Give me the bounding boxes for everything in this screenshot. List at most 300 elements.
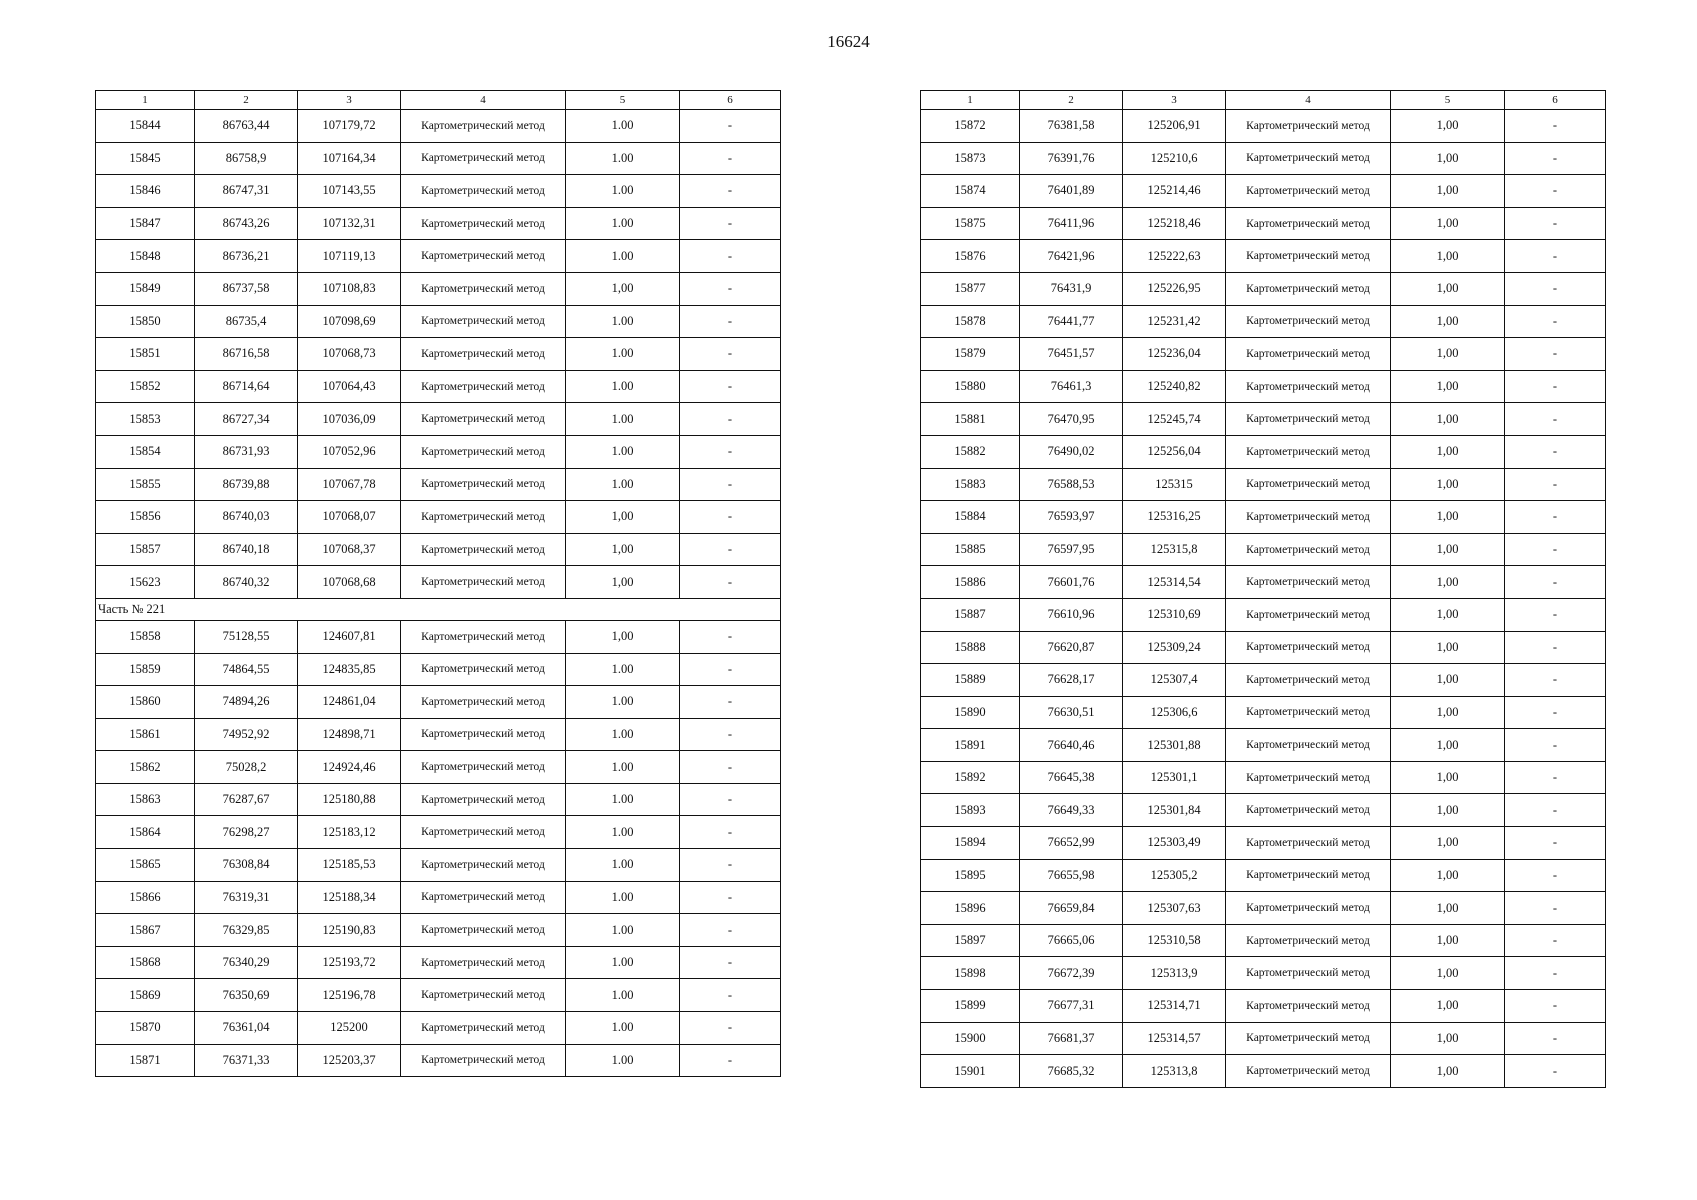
y-coordinate-cell: 125305,2 (1123, 859, 1226, 892)
y-coordinate-cell: 125193,72 (298, 946, 401, 979)
table-row (921, 468, 1606, 501)
error-cell: 1,00 (1391, 435, 1505, 468)
point-number-cell: 15892 (921, 761, 1020, 794)
y-coordinate-cell: 125210,6 (1123, 142, 1226, 175)
method-cell: Картометрический метод (401, 718, 566, 751)
table-row (921, 990, 1606, 1023)
error-cell: 1.00 (566, 403, 680, 436)
y-coordinate-cell: 125309,24 (1123, 631, 1226, 664)
table-row (96, 468, 781, 501)
y-coordinate-cell: 107098,69 (298, 305, 401, 338)
error-cell: 1.00 (566, 1012, 680, 1045)
method-cell: Картометрический метод (1226, 990, 1391, 1023)
x-coordinate-cell: 86763,44 (195, 110, 298, 143)
y-coordinate-cell: 107052,96 (298, 435, 401, 468)
point-number-cell: 15895 (921, 859, 1020, 892)
error-cell: 1,00 (1391, 501, 1505, 534)
x-coordinate-cell: 86727,34 (195, 403, 298, 436)
x-coordinate-cell: 76672,39 (1020, 957, 1123, 990)
x-coordinate-cell: 76401,89 (1020, 175, 1123, 208)
point-number-cell: 15897 (921, 924, 1020, 957)
point-number-cell: 15855 (96, 468, 195, 501)
method-cell: Картометрический метод (401, 946, 566, 979)
error-cell: 1.00 (566, 979, 680, 1012)
column-header-4: 4 (1226, 91, 1391, 110)
method-cell: Картометрический метод (401, 881, 566, 914)
method-cell: Картометрический метод (401, 1044, 566, 1077)
y-coordinate-cell: 125183,12 (298, 816, 401, 849)
table-row (96, 142, 781, 175)
error-cell: 1,00 (566, 272, 680, 305)
error-cell: 1,00 (1391, 272, 1505, 305)
method-cell: Картометрический метод (401, 686, 566, 719)
method-cell: Картометрический метод (1226, 794, 1391, 827)
point-number-cell: 15879 (921, 338, 1020, 371)
point-number-cell: 15867 (96, 914, 195, 947)
x-coordinate-cell: 76588,53 (1020, 468, 1123, 501)
method-cell: Картометрический метод (1226, 272, 1391, 305)
y-coordinate-cell: 125226,95 (1123, 272, 1226, 305)
point-number-cell: 15851 (96, 338, 195, 371)
error-cell: 1,00 (1391, 468, 1505, 501)
y-coordinate-cell: 107068,37 (298, 533, 401, 566)
error-cell: 1.00 (566, 305, 680, 338)
error-cell: 1,00 (1391, 761, 1505, 794)
error-cell: 1.00 (566, 370, 680, 403)
table-row (921, 305, 1606, 338)
error-cell: 1,00 (1391, 1022, 1505, 1055)
note-cell: - (680, 175, 781, 208)
table-row (96, 207, 781, 240)
x-coordinate-cell: 86737,58 (195, 272, 298, 305)
point-number-cell: 15888 (921, 631, 1020, 664)
point-number-cell: 15896 (921, 892, 1020, 925)
error-cell: 1.00 (566, 435, 680, 468)
note-cell: - (680, 783, 781, 816)
y-coordinate-cell: 125316,25 (1123, 501, 1226, 534)
column-header-5: 5 (1391, 91, 1505, 110)
note-cell: - (1505, 533, 1606, 566)
y-coordinate-cell: 125190,83 (298, 914, 401, 947)
y-coordinate-cell: 125231,42 (1123, 305, 1226, 338)
method-cell: Картометрический метод (1226, 566, 1391, 599)
note-cell: - (1505, 729, 1606, 762)
point-number-cell: 15884 (921, 501, 1020, 534)
note-cell: - (680, 686, 781, 719)
y-coordinate-cell: 107108,83 (298, 272, 401, 305)
method-cell: Картометрический метод (1226, 110, 1391, 143)
note-cell: - (1505, 370, 1606, 403)
note-cell: - (680, 403, 781, 436)
method-cell: Картометрический метод (401, 533, 566, 566)
x-coordinate-cell: 76340,29 (195, 946, 298, 979)
x-coordinate-cell: 76308,84 (195, 849, 298, 882)
point-number-cell: 15889 (921, 664, 1020, 697)
x-coordinate-cell: 86739,88 (195, 468, 298, 501)
x-coordinate-cell: 86747,31 (195, 175, 298, 208)
note-cell: - (1505, 240, 1606, 273)
y-coordinate-cell: 125185,53 (298, 849, 401, 882)
y-coordinate-cell: 125206,91 (1123, 110, 1226, 143)
method-cell: Картометрический метод (1226, 468, 1391, 501)
note-cell: - (680, 1044, 781, 1077)
error-cell: 1.00 (566, 175, 680, 208)
x-coordinate-cell: 76601,76 (1020, 566, 1123, 599)
x-coordinate-cell: 76421,96 (1020, 240, 1123, 273)
point-number-cell: 15872 (921, 110, 1020, 143)
error-cell: 1,00 (1391, 729, 1505, 762)
note-cell: - (680, 272, 781, 305)
x-coordinate-cell: 76431,9 (1020, 272, 1123, 305)
point-number-cell: 15853 (96, 403, 195, 436)
y-coordinate-cell: 125301,84 (1123, 794, 1226, 827)
table-row (96, 686, 781, 719)
note-cell: - (1505, 957, 1606, 990)
y-coordinate-cell: 107068,68 (298, 566, 401, 599)
x-coordinate-cell: 74894,26 (195, 686, 298, 719)
error-cell: 1,00 (566, 620, 680, 653)
y-coordinate-cell: 125314,71 (1123, 990, 1226, 1023)
x-coordinate-cell: 76652,99 (1020, 827, 1123, 860)
column-header-1: 1 (921, 91, 1020, 110)
note-cell: - (1505, 598, 1606, 631)
error-cell: 1.00 (566, 207, 680, 240)
method-cell: Картометрический метод (401, 783, 566, 816)
point-number-cell: 15862 (96, 751, 195, 784)
column-header-2: 2 (1020, 91, 1123, 110)
table-row (921, 142, 1606, 175)
y-coordinate-cell: 125245,74 (1123, 403, 1226, 436)
note-cell: - (1505, 305, 1606, 338)
x-coordinate-cell: 76287,67 (195, 783, 298, 816)
method-cell: Картометрический метод (401, 751, 566, 784)
point-number-cell: 15856 (96, 501, 195, 534)
y-coordinate-cell: 125214,46 (1123, 175, 1226, 208)
point-number-cell: 15854 (96, 435, 195, 468)
column-header-6: 6 (1505, 91, 1606, 110)
table-row (921, 957, 1606, 990)
note-cell: - (1505, 435, 1606, 468)
method-cell: Картометрический метод (401, 142, 566, 175)
note-cell: - (680, 1012, 781, 1045)
error-cell: 1,00 (1391, 827, 1505, 860)
point-number-cell: 15864 (96, 816, 195, 849)
x-coordinate-cell: 76490,02 (1020, 435, 1123, 468)
table-row (921, 175, 1606, 208)
point-number-cell: 15885 (921, 533, 1020, 566)
y-coordinate-cell: 125196,78 (298, 979, 401, 1012)
method-cell: Картометрический метод (1226, 696, 1391, 729)
y-coordinate-cell: 125315 (1123, 468, 1226, 501)
table-row (96, 881, 781, 914)
point-number-cell: 15852 (96, 370, 195, 403)
method-cell: Картометрический метод (1226, 859, 1391, 892)
method-cell: Картометрический метод (401, 1012, 566, 1045)
column-header-1: 1 (96, 91, 195, 110)
y-coordinate-cell: 107143,55 (298, 175, 401, 208)
note-cell: - (680, 946, 781, 979)
table-row (921, 533, 1606, 566)
y-coordinate-cell: 107064,43 (298, 370, 401, 403)
method-cell: Картометрический метод (1226, 924, 1391, 957)
x-coordinate-cell: 76630,51 (1020, 696, 1123, 729)
error-cell: 1.00 (566, 751, 680, 784)
error-cell: 1,00 (1391, 175, 1505, 208)
table-row (96, 435, 781, 468)
point-number-cell: 15874 (921, 175, 1020, 208)
y-coordinate-cell: 125310,69 (1123, 598, 1226, 631)
table-row (96, 718, 781, 751)
x-coordinate-cell: 76391,76 (1020, 142, 1123, 175)
note-cell: - (680, 751, 781, 784)
table-row (921, 827, 1606, 860)
note-cell: - (1505, 1055, 1606, 1088)
column-header-3: 3 (1123, 91, 1226, 110)
table-row (921, 892, 1606, 925)
x-coordinate-cell: 76371,33 (195, 1044, 298, 1077)
error-cell: 1,00 (566, 533, 680, 566)
table-row (96, 979, 781, 1012)
x-coordinate-cell: 86740,18 (195, 533, 298, 566)
point-number-cell: 15894 (921, 827, 1020, 860)
x-coordinate-cell: 76597,95 (1020, 533, 1123, 566)
method-cell: Картометрический метод (401, 207, 566, 240)
x-coordinate-cell: 86740,03 (195, 501, 298, 534)
method-cell: Картометрический метод (401, 110, 566, 143)
method-cell: Картометрический метод (1226, 403, 1391, 436)
table-row (96, 914, 781, 947)
note-cell: - (680, 468, 781, 501)
table-row (96, 338, 781, 371)
error-cell: 1,00 (566, 566, 680, 599)
note-cell: - (1505, 501, 1606, 534)
x-coordinate-cell: 76665,06 (1020, 924, 1123, 957)
section-label: Часть № 221 (96, 598, 781, 620)
y-coordinate-cell: 125188,34 (298, 881, 401, 914)
y-coordinate-cell: 124607,81 (298, 620, 401, 653)
point-number-cell: 15859 (96, 653, 195, 686)
y-coordinate-cell: 107067,78 (298, 468, 401, 501)
note-cell: - (680, 881, 781, 914)
method-cell: Картометрический метод (1226, 598, 1391, 631)
note-cell: - (1505, 696, 1606, 729)
error-cell: 1.00 (566, 686, 680, 719)
y-coordinate-cell: 125301,88 (1123, 729, 1226, 762)
method-cell: Картометрический метод (401, 175, 566, 208)
y-coordinate-cell: 125218,46 (1123, 207, 1226, 240)
table-row (96, 653, 781, 686)
note-cell: - (680, 370, 781, 403)
method-cell: Картометрический метод (401, 501, 566, 534)
method-cell: Картометрический метод (1226, 892, 1391, 925)
y-coordinate-cell: 124835,85 (298, 653, 401, 686)
point-number-cell: 15880 (921, 370, 1020, 403)
x-coordinate-cell: 76470,95 (1020, 403, 1123, 436)
table-row (96, 501, 781, 534)
point-number-cell: 15857 (96, 533, 195, 566)
note-cell: - (680, 142, 781, 175)
point-number-cell: 15876 (921, 240, 1020, 273)
x-coordinate-cell: 76350,69 (195, 979, 298, 1012)
point-number-cell: 15871 (96, 1044, 195, 1077)
error-cell: 1,00 (1391, 305, 1505, 338)
method-cell: Картометрический метод (401, 272, 566, 305)
error-cell: 1.00 (566, 468, 680, 501)
x-coordinate-cell: 76645,38 (1020, 761, 1123, 794)
table-row (96, 816, 781, 849)
error-cell: 1,00 (1391, 207, 1505, 240)
error-cell: 1,00 (1391, 990, 1505, 1023)
method-cell: Картометрический метод (1226, 435, 1391, 468)
x-coordinate-cell: 74864,55 (195, 653, 298, 686)
error-cell: 1,00 (1391, 240, 1505, 273)
x-coordinate-cell: 76441,77 (1020, 305, 1123, 338)
note-cell: - (1505, 794, 1606, 827)
table-row (921, 435, 1606, 468)
table-row (96, 403, 781, 436)
x-coordinate-cell: 76451,57 (1020, 338, 1123, 371)
point-number-cell: 15850 (96, 305, 195, 338)
y-coordinate-cell: 125236,04 (1123, 338, 1226, 371)
error-cell: 1.00 (566, 914, 680, 947)
x-coordinate-cell: 76329,85 (195, 914, 298, 947)
method-cell: Картометрический метод (401, 620, 566, 653)
x-coordinate-cell: 86736,21 (195, 240, 298, 273)
note-cell: - (1505, 175, 1606, 208)
error-cell: 1,00 (1391, 403, 1505, 436)
method-cell: Картометрический метод (1226, 142, 1391, 175)
method-cell: Картометрический метод (401, 338, 566, 371)
method-cell: Картометрический метод (401, 468, 566, 501)
table-row (921, 1022, 1606, 1055)
y-coordinate-cell: 124924,46 (298, 751, 401, 784)
method-cell: Картометрический метод (1226, 305, 1391, 338)
error-cell: 1,00 (566, 501, 680, 534)
error-cell: 1.00 (566, 849, 680, 882)
note-cell: - (1505, 338, 1606, 371)
x-coordinate-cell: 76411,96 (1020, 207, 1123, 240)
note-cell: - (1505, 110, 1606, 143)
method-cell: Картометрический метод (401, 816, 566, 849)
y-coordinate-cell: 125180,88 (298, 783, 401, 816)
column-header-4: 4 (401, 91, 566, 110)
point-number-cell: 15893 (921, 794, 1020, 827)
y-coordinate-cell: 125307,4 (1123, 664, 1226, 697)
x-coordinate-cell: 76298,27 (195, 816, 298, 849)
point-number-cell: 15846 (96, 175, 195, 208)
y-coordinate-cell: 107164,34 (298, 142, 401, 175)
note-cell: - (680, 533, 781, 566)
error-cell: 1,00 (1391, 110, 1505, 143)
note-cell: - (1505, 468, 1606, 501)
note-cell: - (680, 110, 781, 143)
table-row (921, 370, 1606, 403)
method-cell: Картометрический метод (1226, 729, 1391, 762)
note-cell: - (680, 501, 781, 534)
x-coordinate-cell: 76659,84 (1020, 892, 1123, 925)
error-cell: 1.00 (566, 881, 680, 914)
note-cell: - (1505, 892, 1606, 925)
table-row (96, 272, 781, 305)
point-number-cell: 15873 (921, 142, 1020, 175)
x-coordinate-cell: 75128,55 (195, 620, 298, 653)
y-coordinate-cell: 125306,6 (1123, 696, 1226, 729)
point-number-cell: 15870 (96, 1012, 195, 1045)
point-number-cell: 15844 (96, 110, 195, 143)
point-number-cell: 15848 (96, 240, 195, 273)
x-coordinate-cell: 76655,98 (1020, 859, 1123, 892)
point-number-cell: 15899 (921, 990, 1020, 1023)
error-cell: 1,00 (1391, 566, 1505, 599)
table-row (921, 403, 1606, 436)
y-coordinate-cell: 107179,72 (298, 110, 401, 143)
table-row (921, 664, 1606, 697)
y-coordinate-cell: 125203,37 (298, 1044, 401, 1077)
method-cell: Картометрический метод (401, 653, 566, 686)
error-cell: 1,00 (1391, 859, 1505, 892)
table-row (921, 794, 1606, 827)
error-cell: 1,00 (1391, 631, 1505, 664)
y-coordinate-cell: 107132,31 (298, 207, 401, 240)
page-number: 16624 (827, 32, 870, 51)
y-coordinate-cell: 125307,63 (1123, 892, 1226, 925)
method-cell: Картометрический метод (401, 240, 566, 273)
point-number-cell: 15883 (921, 468, 1020, 501)
error-cell: 1,00 (1391, 598, 1505, 631)
x-coordinate-cell: 76610,96 (1020, 598, 1123, 631)
error-cell: 1.00 (566, 783, 680, 816)
table-row (96, 751, 781, 784)
y-coordinate-cell: 107036,09 (298, 403, 401, 436)
note-cell: - (1505, 924, 1606, 957)
method-cell: Картометрический метод (401, 370, 566, 403)
method-cell: Картометрический метод (1226, 664, 1391, 697)
x-coordinate-cell: 86731,93 (195, 435, 298, 468)
method-cell: Картометрический метод (401, 403, 566, 436)
error-cell: 1,00 (1391, 533, 1505, 566)
x-coordinate-cell: 76677,31 (1020, 990, 1123, 1023)
method-cell: Картометрический метод (1226, 207, 1391, 240)
error-cell: 1,00 (1391, 696, 1505, 729)
point-number-cell: 15877 (921, 272, 1020, 305)
method-cell: Картометрический метод (401, 435, 566, 468)
y-coordinate-cell: 125310,58 (1123, 924, 1226, 957)
x-coordinate-cell: 76381,58 (1020, 110, 1123, 143)
y-coordinate-cell: 125301,1 (1123, 761, 1226, 794)
table-row (921, 598, 1606, 631)
point-number-cell: 15875 (921, 207, 1020, 240)
table-row (96, 110, 781, 143)
method-cell: Картометрический метод (1226, 957, 1391, 990)
error-cell: 1.00 (566, 240, 680, 273)
x-coordinate-cell: 75028,2 (195, 751, 298, 784)
coordinates-table-left (95, 90, 781, 1077)
y-coordinate-cell: 125313,8 (1123, 1055, 1226, 1088)
x-coordinate-cell: 76649,33 (1020, 794, 1123, 827)
method-cell: Картометрический метод (1226, 338, 1391, 371)
table-row (921, 110, 1606, 143)
point-number-cell: 15890 (921, 696, 1020, 729)
method-cell: Картометрический метод (1226, 240, 1391, 273)
table-row (921, 272, 1606, 305)
y-coordinate-cell: 125313,9 (1123, 957, 1226, 990)
table-row (96, 849, 781, 882)
note-cell: - (680, 849, 781, 882)
x-coordinate-cell: 76620,87 (1020, 631, 1123, 664)
note-cell: - (1505, 272, 1606, 305)
table-row (96, 783, 781, 816)
note-cell: - (680, 620, 781, 653)
